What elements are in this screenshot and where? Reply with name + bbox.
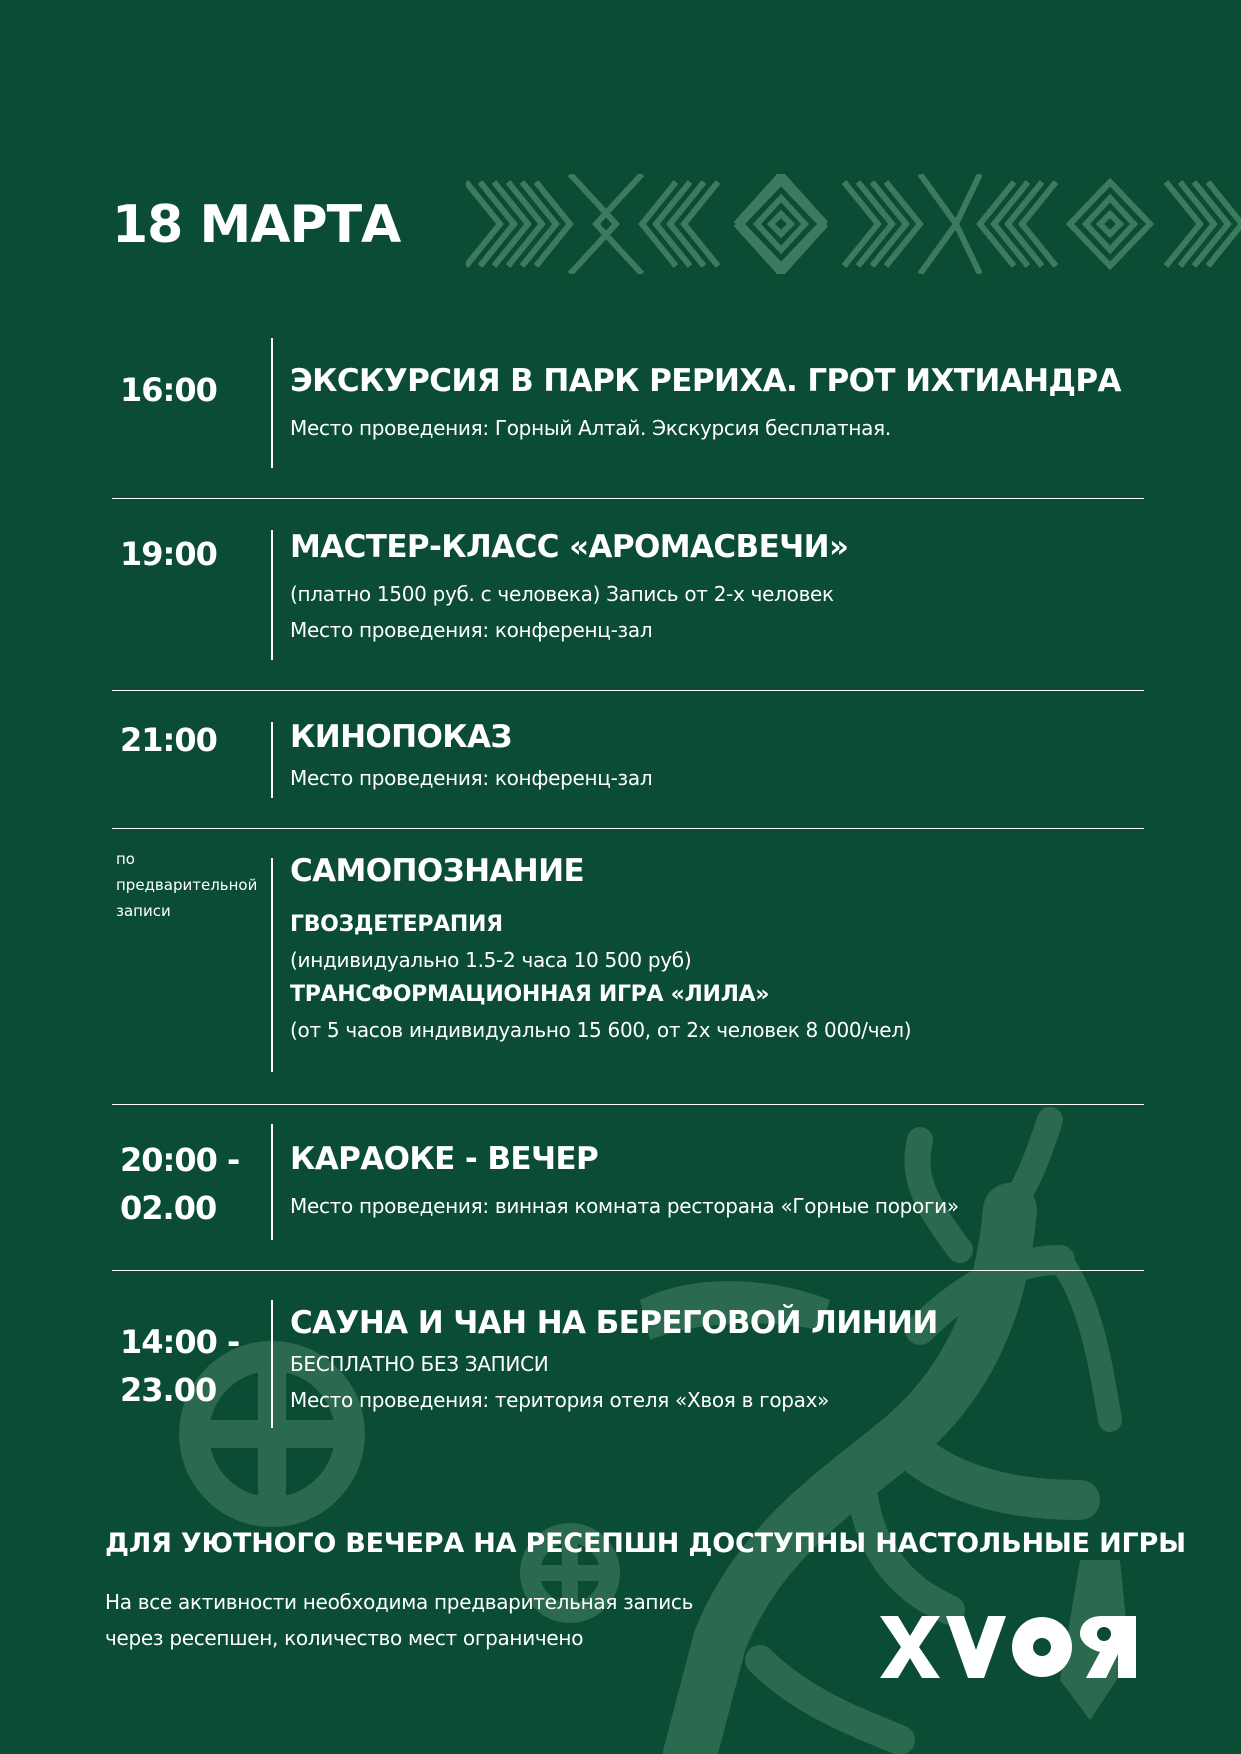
event-location: Место проведения: конференц-зал — [290, 618, 653, 642]
section-divider — [112, 498, 1144, 499]
event-booking-note: по предварительной записи — [116, 850, 258, 920]
event-title: САМОПОЗНАНИЕ — [290, 853, 585, 889]
event-karaoke — [112, 1124, 1142, 1240]
event-divider-line — [271, 1124, 273, 1240]
event-price-info: БЕСПЛАТНО БЕЗ ЗАПИСИ — [290, 1352, 549, 1376]
event-excursion — [112, 338, 1142, 468]
event-body — [290, 1300, 1140, 1418]
section-divider — [112, 1104, 1144, 1105]
event-cinema — [112, 719, 1142, 798]
event-body — [290, 714, 1140, 796]
section-divider — [112, 1270, 1144, 1271]
event-title: КИНОПОКАЗ — [290, 719, 512, 755]
event-body — [290, 1136, 1140, 1224]
event-time: 16:00 — [120, 371, 217, 409]
event-self-knowledge — [112, 850, 1142, 1072]
event-body — [290, 848, 1140, 1048]
event-title: МАСТЕР-КЛАСС «АРОМАСВЕЧИ» — [290, 529, 849, 565]
event-location: Место проведения: винная комната ресторана «Горные пороги» — [290, 1194, 959, 1218]
event-time: 21:00 — [120, 721, 217, 759]
service-title: ТРАНСФОРМАЦИОННАЯ ИГРА «ЛИЛА» — [290, 982, 770, 1007]
event-divider-line — [271, 722, 273, 798]
hvoya-logo — [880, 1616, 1136, 1678]
event-body — [290, 358, 1140, 446]
event-time-end: 02.00 — [120, 1189, 217, 1227]
event-divider-line — [271, 530, 273, 660]
event-location: Место проведения: територия отеля «Хвоя в горах» — [290, 1388, 830, 1412]
event-time-end: 23.00 — [120, 1371, 217, 1409]
booking-note: На все активности необходима предварительная запись через ресепшен, количество мест ограничено — [105, 1590, 694, 1650]
board-games-heading: ДЛЯ УЮТНОГО ВЕЧЕРА НА РЕСЕПШН ДОСТУПНЫ НАСТОЛЬНЫЕ ИГРЫ — [105, 1528, 1186, 1559]
event-sauna — [112, 1300, 1142, 1428]
event-time: 19:00 — [120, 535, 217, 573]
event-body — [290, 524, 1140, 648]
service-price: (от 5 часов индивидуально 15 600, от 2х человек 8 000/чел) — [290, 1018, 912, 1042]
service-title: ГВОЗДЕТЕРАПИЯ — [290, 912, 503, 937]
event-location: Место проведения: конференц-зал — [290, 766, 653, 790]
page-title-date: 18 МАРТА — [112, 195, 401, 255]
service-price: (индивидуально 1.5-2 часа 10 500 руб) — [290, 948, 692, 972]
event-divider-line — [271, 858, 273, 1072]
event-title: САУНА И ЧАН НА БЕРЕГОВОЙ ЛИНИИ — [290, 1305, 938, 1341]
event-price-info: (платно 1500 руб. с человека) Запись от 2-х человек — [290, 582, 834, 606]
event-divider-line — [271, 1300, 273, 1428]
section-divider — [112, 828, 1144, 829]
event-location: Место проведения: Горный Алтай. Экскурсия бесплатная. — [290, 416, 891, 440]
event-time-range — [120, 1318, 239, 1414]
event-time-start: 20:00 - — [120, 1141, 240, 1179]
event-title: ЭКСКУРСИЯ В ПАРК РЕРИХА. ГРОТ ИХТИАНДРА — [290, 363, 1121, 399]
section-divider — [112, 690, 1144, 691]
event-time-start: 14:00 - — [120, 1323, 240, 1361]
event-divider-line — [271, 338, 273, 468]
event-masterclass — [112, 530, 1142, 660]
event-time-range — [120, 1136, 239, 1232]
event-title: КАРАОКЕ - ВЕЧЕР — [290, 1141, 599, 1177]
